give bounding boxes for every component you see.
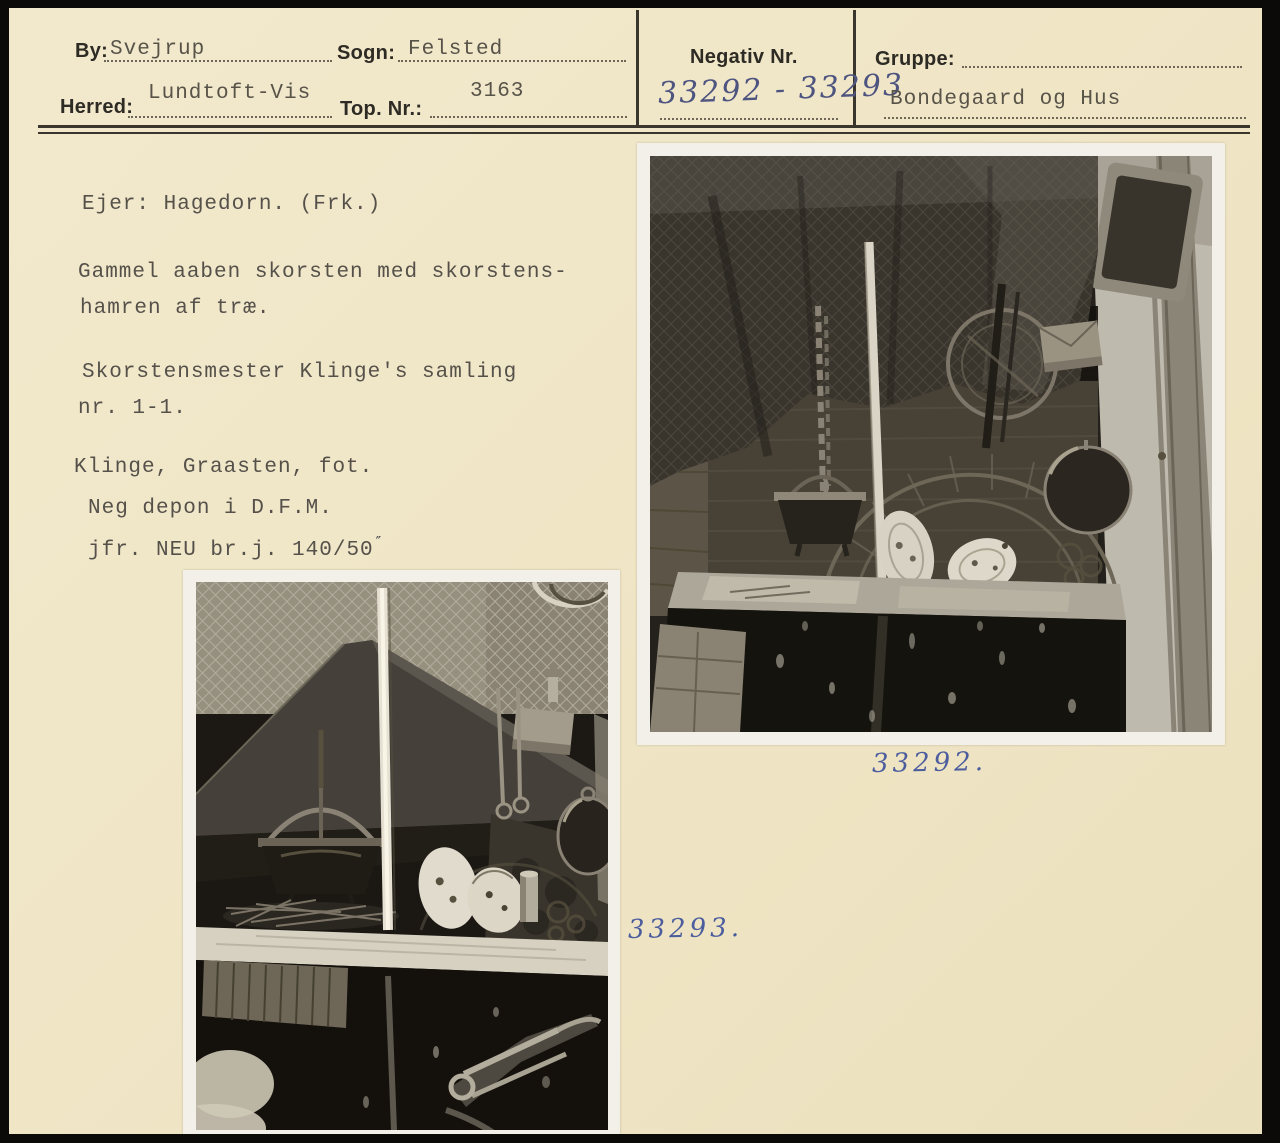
canister (520, 871, 538, 923)
wall-box (512, 707, 574, 755)
reference-line (88, 533, 382, 562)
photo-print-33292 (637, 143, 1225, 745)
plank-edge (202, 960, 348, 1028)
by-value: Svejrup (110, 38, 206, 61)
sogn-label: Sogn: (337, 42, 396, 64)
by-label: By: (75, 40, 109, 62)
gruppe-label: Gruppe: (875, 48, 955, 70)
photographer-line: Klinge, Graasten, fot. (74, 456, 374, 479)
photo-33293-image (196, 582, 608, 1130)
gruppe-value: Bondegaard og Hus (890, 88, 1122, 111)
description-line-2: hamren af træ. (80, 297, 271, 320)
wall-board (1089, 161, 1204, 302)
photo-caption-33292: 33292. (871, 746, 988, 780)
top-nr-value: 3163 (470, 80, 525, 103)
owner-line: Ejer: Hagedorn. (Frk.) (82, 193, 382, 216)
small-jar (548, 676, 558, 702)
header-divider-1 (636, 10, 639, 128)
negative-deposit-line: Neg depon i D.F.M. (88, 497, 333, 520)
kindling-pile (223, 902, 399, 930)
herred-dotted-line (128, 116, 332, 118)
top-nr-dotted-line (430, 116, 627, 118)
herred-value: Lundtoft-Vis (148, 82, 312, 105)
description-line-1: Gammel aaben skorsten med skorstens- (78, 261, 568, 284)
negativ-dotted-line (660, 118, 838, 120)
gruppe-dotted-line (962, 66, 1242, 68)
gruppe-value-dotted-line (884, 117, 1246, 119)
double-rule-top (38, 125, 1250, 128)
sogn-value: Felsted (408, 38, 504, 61)
handwritten-tick-mark: ″ (375, 533, 383, 551)
wall-box (1040, 321, 1103, 373)
negativ-nr-label: Negativ Nr. (690, 46, 798, 68)
negativ-nr-value: 33292 - 33293 (657, 67, 905, 112)
reference-text: jfr. NEU br.j. 140/50 (88, 539, 374, 562)
photo-caption-33293: 33293. (627, 912, 744, 946)
collection-line-1: Skorstensmester Klinge's samling (82, 361, 518, 384)
double-rule-bottom (38, 132, 1250, 134)
herred-label: Herred: (60, 96, 134, 118)
collection-line-2: nr. 1-1. (78, 397, 187, 420)
photo-print-33293 (183, 570, 620, 1134)
photo-33292-image (650, 156, 1212, 732)
top-nr-label: Top. Nr.: (340, 98, 423, 120)
